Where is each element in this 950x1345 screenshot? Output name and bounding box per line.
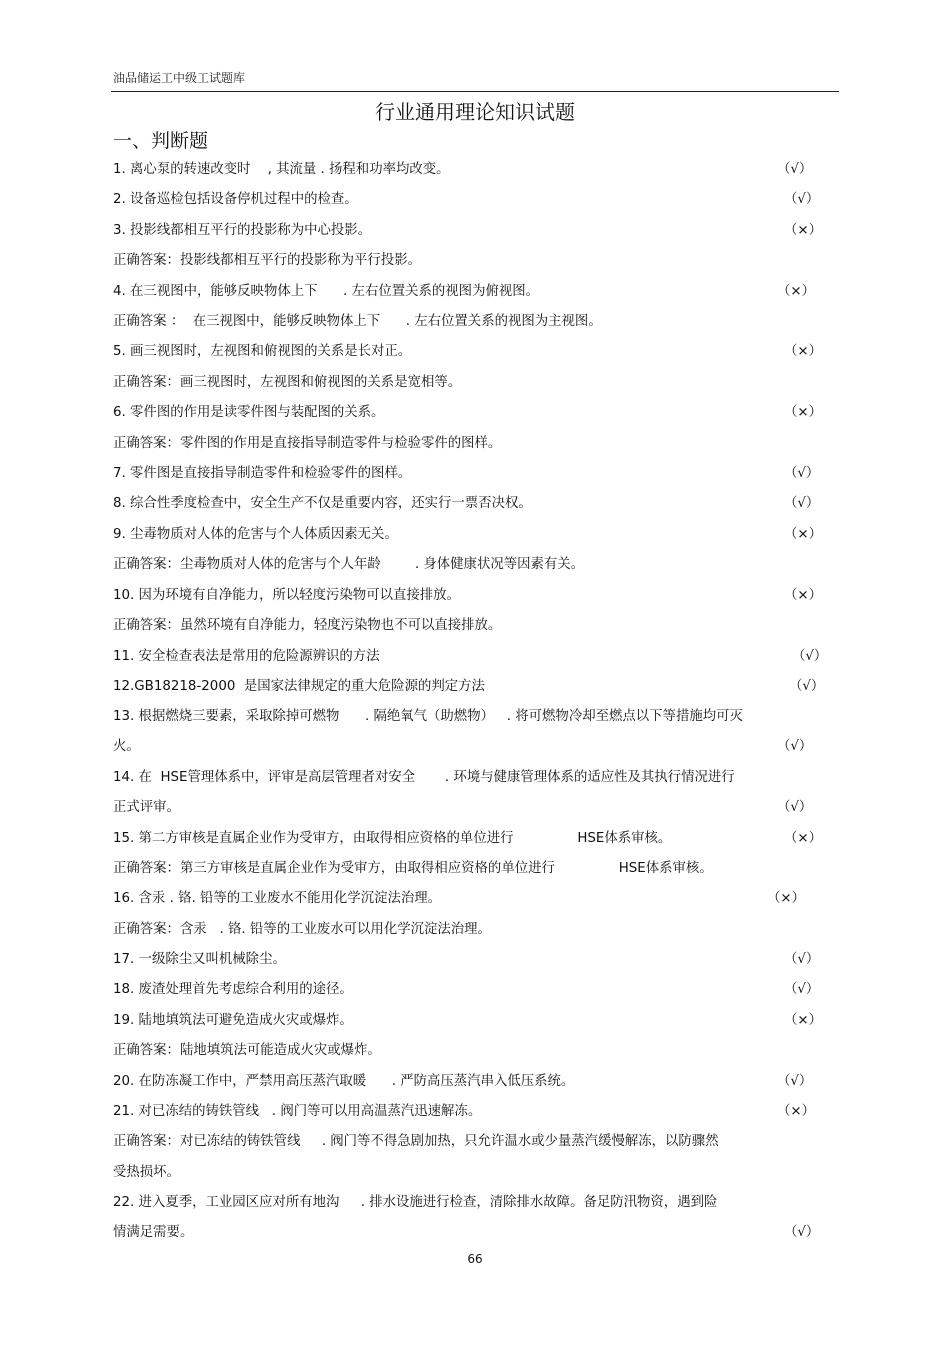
question-text: 11. 安全检查表法是常用的危险源辨识的方法 bbox=[113, 649, 380, 664]
question-text: 19. 陆地填筑法可避免造成火灾或爆炸。 bbox=[113, 1013, 353, 1028]
answer-mark: （√） bbox=[777, 1074, 813, 1089]
answer-mark: （√） bbox=[792, 649, 828, 664]
question-text: 7. 零件图是直接指导制造零件和检验零件的图样。 bbox=[113, 466, 412, 481]
running-header: 油品储运工中级工试题库 bbox=[113, 71, 246, 85]
question-text: 8. 综合性季度检查中，安全生产不仅是重要内容，还实行一票否决权。 bbox=[113, 496, 532, 511]
answer-text: 正确答案：画三视图时，左视图和俯视图的关系是宽相等。 bbox=[113, 375, 462, 390]
answer-mark: （×） bbox=[784, 405, 823, 420]
answer-text: 正确答案：投影线都相互平行的投影称为平行投影。 bbox=[113, 253, 421, 268]
question-text: 5. 画三视图时，左视图和俯视图的关系是长对正。 bbox=[113, 344, 412, 359]
page-number: 66 bbox=[467, 1252, 483, 1266]
question-text: 3. 投影线都相互平行的投影称为中心投影。 bbox=[113, 223, 372, 238]
question-text: 6. 零件图的作用是读零件图与装配图的关系。 bbox=[113, 405, 385, 420]
answer-mark: （√） bbox=[784, 466, 820, 481]
question-text: 火。 bbox=[113, 739, 140, 754]
answer-mark: （√） bbox=[789, 679, 825, 694]
answer-mark: （√） bbox=[784, 1225, 820, 1240]
question-text: 21. 对已冻结的铸铁管线 . 阀门等可以用高温蒸汽迅速解冻。 bbox=[113, 1104, 482, 1119]
answer-mark: （×） bbox=[784, 223, 823, 238]
answer-text: 正确答案：对已冻结的铸铁管线 . 阀门等不得急剧加热，只允许温水或少量蒸汽缓慢解冻，以防骤然 bbox=[113, 1134, 719, 1149]
question-text: 16. 含汞 . 铬. 铅等的工业废水不能用化学沉淀法治理。 bbox=[113, 891, 442, 906]
question-text: 2. 设备巡检包括设备停机过程中的检查。 bbox=[113, 192, 358, 207]
answer-mark: （√） bbox=[784, 982, 820, 997]
answer-text: 受热损坏。 bbox=[113, 1165, 180, 1180]
answer-mark: （×） bbox=[784, 831, 823, 846]
answer-mark: （√） bbox=[777, 162, 813, 177]
answer-mark: （×） bbox=[784, 588, 823, 603]
answer-mark: （×） bbox=[777, 284, 816, 299]
answer-mark: （×） bbox=[784, 527, 823, 542]
section-heading: 一、判断题 bbox=[113, 130, 209, 152]
answer-text: 14. 在 HSE管理体系中，评审是高层管理者对安全 . 环境与健康管理体系的适应性及其执行情况进行 bbox=[113, 770, 735, 785]
question-text: 15. 第二方审核是直属企业作为受审方，由取得相应资格的单位进行 HSE体系审核。 bbox=[113, 831, 672, 846]
header-rule bbox=[111, 91, 839, 92]
answer-mark: （×） bbox=[784, 1013, 823, 1028]
answer-text: 正确答案 ： 在三视图中，能够反映物体上下 . 左右位置关系的视图为主视图。 bbox=[113, 314, 602, 329]
question-text: 12.GB18218-2000 是国家法律规定的重大危险源的判定方法 bbox=[113, 679, 485, 694]
answer-text: 正确答案：零件图的作用是直接指导制造零件与检验零件的图样。 bbox=[113, 436, 502, 451]
answer-text: 22. 进入夏季，工业园区应对所有地沟 . 排水设施进行检查，清除排水故障。备足防汛物资，遇到险 bbox=[113, 1195, 718, 1210]
answer-text: 13. 根据燃烧三要素，采取除掉可燃物 . 隔绝氧气（助燃物） . 将可燃物冷却至燃点以下等措施均可灭 bbox=[113, 709, 743, 724]
answer-mark: （√） bbox=[784, 952, 820, 967]
answer-text: 正确答案：第三方审核是直属企业作为受审方，由取得相应资格的单位进行 HSE体系审核。 bbox=[113, 861, 713, 876]
answer-mark: （√） bbox=[777, 739, 813, 754]
question-text: 情满足需要。 bbox=[113, 1225, 194, 1240]
question-text: 1. 离心泵的转速改变时 , 其流量 . 扬程和功率均改变。 bbox=[113, 162, 450, 177]
question-text: 18. 废渣处理首先考虑综合利用的途径。 bbox=[113, 982, 353, 997]
answer-mark: （×） bbox=[784, 344, 823, 359]
answer-mark: （√） bbox=[784, 192, 820, 207]
answer-text: 正确答案：尘毒物质对人体的危害与个人年龄 . 身体健康状况等因素有关。 bbox=[113, 557, 585, 572]
answer-mark: （√） bbox=[784, 496, 820, 511]
answer-text: 正确答案：虽然环境有自净能力，轻度污染物也不可以直接排放。 bbox=[113, 618, 502, 633]
answer-mark: （√） bbox=[777, 800, 813, 815]
question-text: 9. 尘毒物质对人体的危害与个人体质因素无关。 bbox=[113, 527, 398, 542]
document-title: 行业通用理论知识试题 bbox=[375, 100, 575, 124]
answer-mark: （×） bbox=[777, 1104, 816, 1119]
answer-mark: （×） bbox=[767, 891, 806, 906]
question-text: 20. 在防冻凝工作中，严禁用高压蒸汽取暖 . 严防高压蒸汽串入低压系统。 bbox=[113, 1074, 575, 1089]
question-text: 正式评审。 bbox=[113, 800, 180, 815]
answer-text: 正确答案：陆地填筑法可能造成火灾或爆炸。 bbox=[113, 1043, 381, 1058]
question-text: 4. 在三视图中，能够反映物体上下 . 左右位置关系的视图为俯视图。 bbox=[113, 284, 540, 299]
question-text: 17. 一级除尘又叫机械除尘。 bbox=[113, 952, 286, 967]
question-text: 10. 因为环境有自净能力，所以轻度污染物可以直接排放。 bbox=[113, 588, 460, 603]
answer-text: 正确答案：含汞 . 铬. 铅等的工业废水可以用化学沉淀法治理。 bbox=[113, 922, 491, 937]
